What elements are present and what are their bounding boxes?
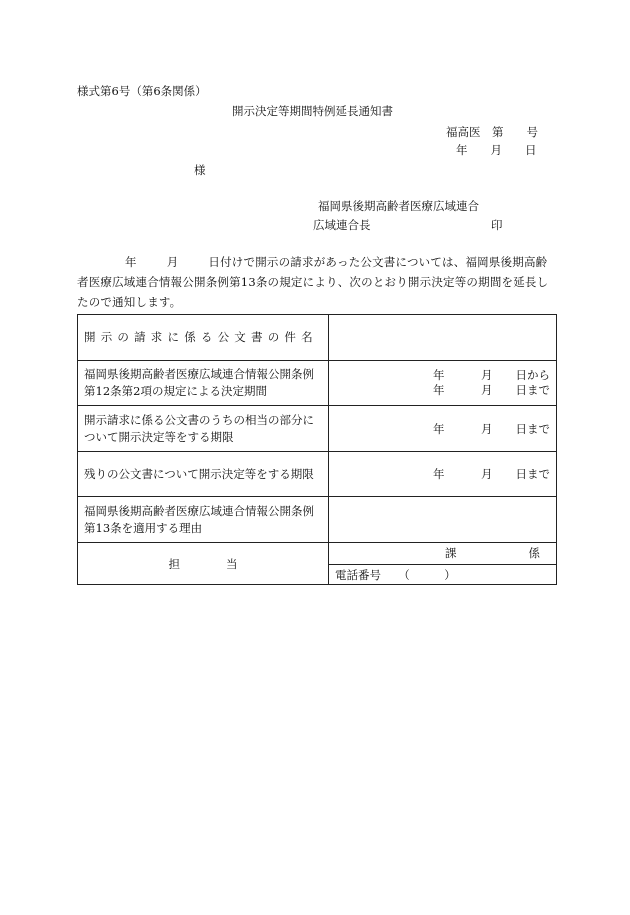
table-row [78,361,557,406]
remaining-year: 年 [433,467,445,481]
contact-label: 担 当 [78,543,329,585]
reason-value [329,497,557,543]
decision-period-value [329,361,557,406]
to-year: 年 [433,383,445,397]
from-day: 日から [515,368,550,382]
remaining-deadline-label: 残りの公文書について開示決定等をする期限 [78,452,329,497]
phone-number: 電話番号 （ ） [329,565,557,585]
document-subject-label: 開示の請求に係る公文書の件名 [78,315,329,361]
partial-deadline-value [329,406,557,452]
recipient-suffix: 様 [194,163,206,177]
table-row [78,497,557,543]
issue-date: 年 月 日 [456,143,537,157]
remaining-deadline-value [329,452,557,497]
remaining-month: 月 [481,467,493,481]
from-year: 年 [433,368,445,382]
table-row [78,452,557,497]
subsection-label: 係 [528,546,540,560]
document-title: 開示決定等期間特例延長通知書 [232,104,393,118]
table-row [78,406,557,452]
body-rest: 日付けで開示の請求があった公文書については、福岡県後期高齢者医療広域連合情報公開条例第13条の規定により、次のとおり開示決定等の期間を延長したので通知します。 [77,255,549,309]
contact-section-cell [329,543,557,565]
table-row [78,543,557,565]
remaining-day: 日まで [515,467,550,481]
body-paragraph [77,252,555,312]
to-day: 日まで [515,383,550,397]
extension-details-table [77,314,557,585]
document-subject-value [329,315,557,361]
form-number: 様式第6号（第6条関係） [77,84,207,98]
partial-deadline-label: 開示請求に係る公文書のうちの相当の部分について開示決定等をする期限 [78,406,329,452]
issuer-head: 広域連合長 [313,218,371,232]
partial-month: 月 [481,421,493,436]
to-month: 月 [481,383,493,397]
body-month: 月 [166,255,179,269]
decision-period-label: 福岡県後期高齢者医療広域連合情報公開条例第12条第2項の規定による決定期間 [78,361,329,406]
reference-number: 福高医 第 号 [446,125,538,139]
table-row [78,315,557,361]
from-month: 月 [481,368,493,382]
body-year: 年 [125,255,137,269]
section-label: 課 [445,546,457,560]
partial-day: 日まで [515,421,550,436]
issuer-organization: 福岡県後期高齢者医療広域連合 [318,199,479,213]
partial-year: 年 [433,421,445,436]
reason-label: 福岡県後期高齢者医療広域連合情報公開条例第13条を適用する理由 [78,497,329,543]
seal-mark: 印 [491,218,503,232]
